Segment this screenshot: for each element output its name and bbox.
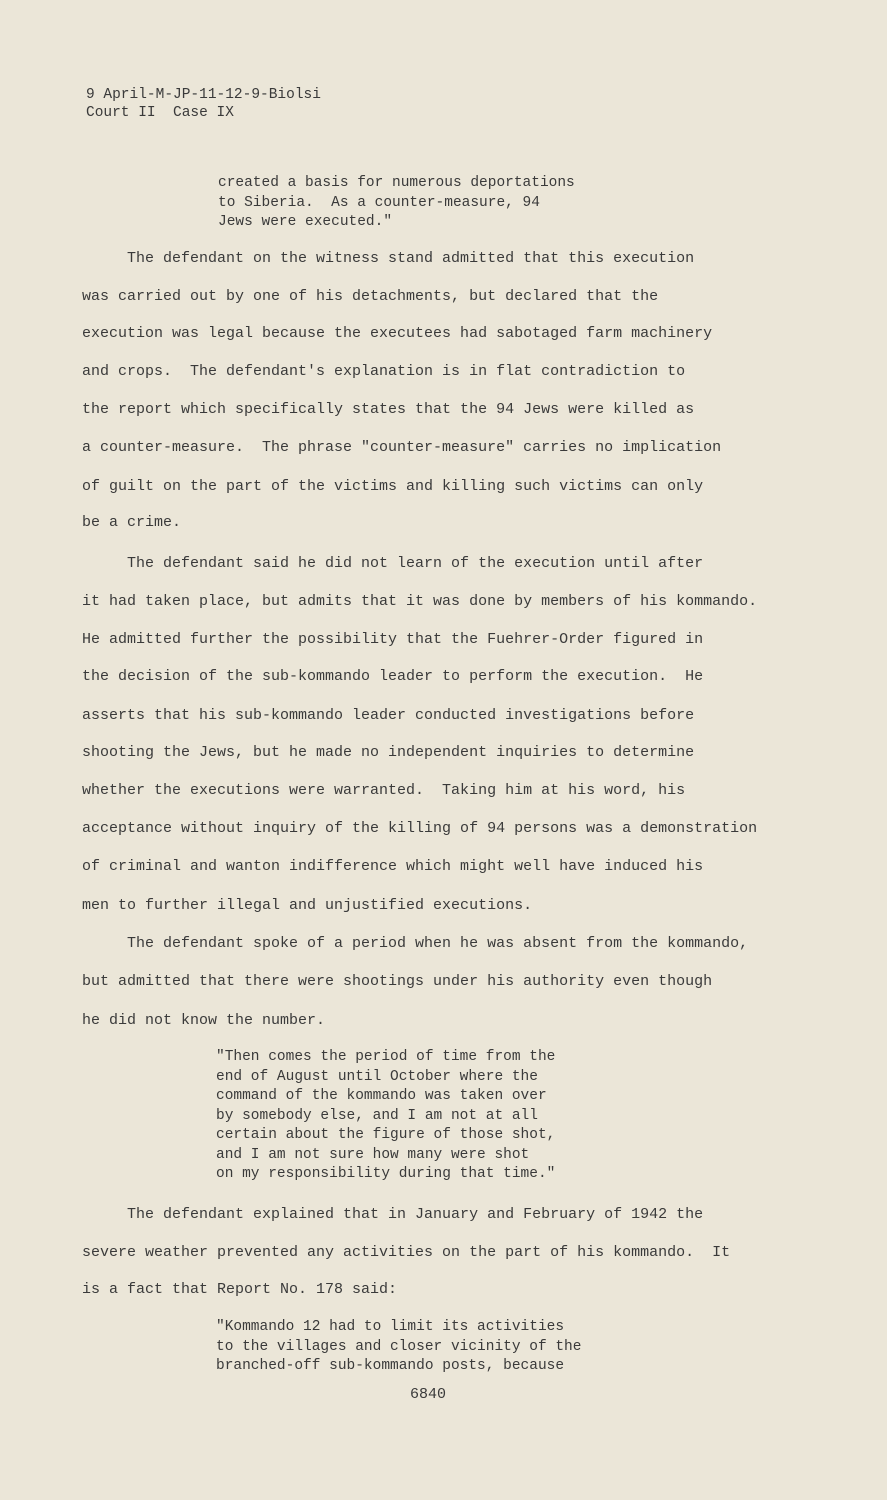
body-line: The defendant spoke of a period when he was absent from the kommando,	[82, 935, 749, 952]
quote-line: certain about the figure of those shot,	[216, 1127, 556, 1143]
quote-line: end of August until October where the	[216, 1068, 538, 1085]
quote-line: branched-off sub-kommando posts, because	[216, 1358, 565, 1374]
body-line: asserts that his sub-kommando leader conducted investigations before	[82, 707, 695, 724]
header-court-case: Court II Case IX	[86, 105, 234, 121]
quote-line: on my responsibility during that time."	[216, 1166, 556, 1182]
quote-line: by somebody else, and I am not at all	[216, 1107, 538, 1124]
body-line: the report which specifically states that the 94 Jews were killed as	[82, 401, 695, 418]
body-line: shooting the Jews, but he made no independent inquiries to determine	[82, 744, 695, 761]
quote-line: Jews were executed."	[218, 214, 393, 230]
body-line: was carried out by one of his detachments, but declared that the	[82, 288, 659, 305]
body-line: it had taken place, but admits that it was done by members of his kommando.	[82, 593, 758, 610]
quote-line: to the villages and closer vicinity of the	[216, 1338, 582, 1355]
quote-line: to Siberia. As a counter-measure, 94	[218, 194, 540, 211]
quote-block-report-178	[216, 1318, 581, 1377]
body-line: The defendant said he did not learn of the execution until after	[82, 555, 704, 572]
body-line: severe weather prevented any activities on the part of his kommando. It	[82, 1244, 731, 1261]
body-line: of guilt on the part of the victims and killing such victims can only	[82, 478, 704, 495]
body-line: acceptance without inquiry of the killing of 94 persons was a demonstration	[82, 820, 758, 837]
body-line: of criminal and wanton indifference which might well have induced his	[82, 858, 704, 875]
body-line: but admitted that there were shootings under his authority even though	[82, 973, 713, 990]
quote-line: and I am not sure how many were shot	[216, 1146, 530, 1163]
body-line: and crops. The defendant's explanation is in flat contradiction to	[82, 363, 686, 380]
body-line: men to further illegal and unjustified executions.	[82, 897, 533, 914]
body-line: The defendant on the witness stand admitted that this execution	[82, 250, 695, 267]
body-line: a counter-measure. The phrase "counter-measure" carries no implication	[82, 439, 722, 456]
body-line: he did not know the number.	[82, 1012, 326, 1029]
body-line: The defendant explained that in January and February of 1942 the	[82, 1206, 704, 1223]
body-line: whether the executions were warranted. Taking him at his word, his	[82, 782, 686, 799]
quote-block-testimony	[216, 1048, 555, 1185]
body-line: execution was legal because the executees had sabotaged farm machinery	[82, 325, 713, 342]
body-line: be a crime.	[82, 514, 182, 531]
body-line: He admitted further the possibility that the Fuehrer-Order figured in	[82, 631, 704, 648]
quote-line: command of the kommando was taken over	[216, 1088, 547, 1104]
quote-line: "Then comes the period of time from the	[216, 1049, 556, 1065]
header-reference: 9 April-M-JP-11-12-9-Biolsi	[86, 87, 321, 103]
document-header	[86, 86, 321, 122]
quote-block-siberia	[218, 174, 575, 233]
body-line: is a fact that Report No. 178 said:	[82, 1281, 398, 1298]
quote-line: "Kommando 12 had to limit its activities	[216, 1319, 565, 1335]
page-number: 6840	[410, 1386, 447, 1403]
body-line: the decision of the sub-kommando leader to perform the execution. He	[82, 668, 704, 685]
quote-line: created a basis for numerous deportations	[218, 175, 575, 191]
